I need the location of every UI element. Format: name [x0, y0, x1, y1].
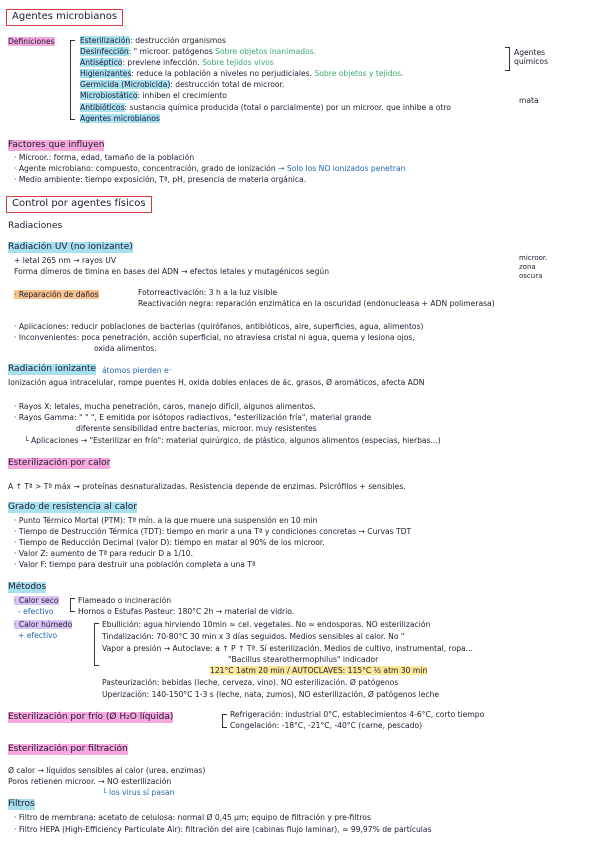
section-title-filtracion: Esterilización por filtración [8, 744, 128, 754]
side-note-agentes-quimicos: Agentes químicos [514, 48, 549, 67]
filtracion-line-1: Ø calor → líquidos sensibles al calor (urea, enzimas) [8, 766, 206, 775]
factores-line-3: · Medio ambiente: tiempo exposición, Tª, pH, presencia de materia orgánica. [14, 175, 307, 184]
frio-refrigeracion: Refrigeración: industrial 0°C, establecimientos 4-6°C, corto tiempo [230, 710, 485, 719]
resistencia-ptm: · Punto Térmico Mortal (PTM): Tª mín. a la que muere una suspensión en 10 min [14, 516, 318, 525]
rayos-x: · Rayos X: letales, mucha penetración, caros, manejo difícil, algunos alimentos. [14, 402, 316, 411]
def-item-antibioticos: Antibióticos: sustancia química producida (total o parcialmente) por un microor. que inhibe a otro [80, 103, 451, 112]
factores-line-2: · Agente microbiano: compuesto, concentración, grado de ionización → Solo los NO ionizados penetran [14, 164, 406, 173]
humedo-uperizacion: Uperización: 140-150°C 1-3 s (leche, nata, zumos), NO esterilización, Ø patógenos leche [102, 690, 440, 699]
ionizante-note: átomos pierden e⁻ [102, 366, 173, 375]
humedo-vapor: Vapor a presión → Autoclave: a ↑ P ↑ Tª. Sí esterilización. Medios de cultivo, instrumental, ropa... [102, 644, 473, 653]
section-title-factores: Factores que influyen [8, 140, 105, 150]
humedo-bacillus: "Bacillus stearothermophilus" indicador [228, 655, 379, 664]
rayos-gamma-1: · Rayos Gamma: " " ", E emitida por isótopos radiactivos, "esterilización fría", material grande [14, 413, 372, 422]
rayos-gamma-2: diferente sensibilidad entre bacterias, microor. muy resistentes [76, 424, 317, 433]
calor-seco-bracket [70, 598, 75, 612]
calor-seco-note: - efectivo [18, 607, 54, 616]
definiciones-bracket [70, 40, 75, 120]
section-title-metodos: Métodos [8, 582, 47, 592]
section-title-control-fisicos: Control por agentes físicos [6, 196, 152, 213]
section-title-agentes: Agentes microbianos [6, 9, 123, 26]
reparacion-foto: Fotorreactivación: 3 h a la luz visible [138, 288, 278, 297]
calor-seco-flameado: Flameado o incineración [78, 596, 172, 605]
def-item-desinfeccion: Desinfección: " microor. patógenos Sobre objetos inanimados. [80, 47, 317, 56]
radiaciones-heading: Radiaciones [8, 221, 63, 231]
calor-humedo-bracket [94, 623, 99, 666]
uv-aplicaciones: · Aplicaciones: reducir poblaciones de bacterias (quirófanos, antibióticos, aire, superficies, agua, alimentos) [14, 322, 424, 331]
resistencia-tdt: · Tiempo de Destrucción Térmica (TDT): tiempo en morir a una Tª y condiciones concretas → Curvas TDT [14, 527, 412, 536]
frio-bracket [222, 714, 227, 728]
uv-note-oscura: microor. zona oscura [519, 254, 548, 280]
uv-inconvenientes-1: · Inconvenientes: poca penetración, acción superficial, no atraviesa cristal ni agua, quema y lesiona ojos, [14, 333, 415, 342]
humedo-ebullicion: Ebullición: agua hirviendo 10min ≈ cel. vegetales. No ≈ endosporas. NO esterilización [102, 620, 431, 629]
calor-humedo-note: + efectivo [18, 631, 58, 640]
def-item-germicida: Germicida (Microbicida): destrucción total de microor. [80, 80, 285, 89]
section-title-filtros: Filtros [8, 799, 35, 809]
uv-title: Radiación UV (no ionizante) [8, 242, 133, 252]
rayos-gamma-aplicaciones: └ Aplicaciones → "Esterilizar en frío": material quirúrgico, de plástico, algunos alimentos (especias, hierbas...) [24, 436, 441, 445]
def-item-microbiostatico: Microbiostático: inhiben el crecimiento [80, 91, 227, 100]
resistencia-valor-f: · Valor F: tiempo para destruir una población completa a una Tª [14, 560, 256, 569]
definiciones-label: Definiciones [8, 37, 55, 46]
def-item-antiseptico: Antiséptico: previene infección. Sobre tejidos vivos [80, 58, 274, 67]
humedo-tindalizacion: Tindalización: 70-80°C 30 min x 3 días seguidos. Medios sensibles al calor. No " [102, 632, 405, 641]
def-item-agentes: Agentes microbianos [80, 114, 160, 123]
def-item-higienizantes: Higienizantes: reduce la población a niveles no perjudiciales. Sobre objetos y tejidos. [80, 69, 404, 78]
ionizante-line-1: Ionización agua intracelular, rompe puentes H, oxida dobles enlaces de ác. grasos, Ø aromáticos, afecta ADN [8, 378, 425, 387]
agentes-quimicos-bracket [505, 47, 510, 71]
uv-line-1: + letal 265 nm → rayos UV [14, 256, 117, 265]
section-title-calor: Esterilización por calor [8, 458, 111, 468]
calor-seco-hornos: Hornos o Estufas Pasteur: 180°C 2h → material de vidrio. [78, 607, 295, 616]
frio-congelacion: Congelación: -18°C, -21°C, -40°C (carne, pescado) [230, 721, 423, 730]
resistencia-valor-z: · Valor Z: aumento de Tª para reducir D a 1/10. [14, 549, 194, 558]
reparacion-label: · Reparación de daños [14, 290, 99, 299]
filtracion-line-3: └ los virus sí pasan [102, 788, 175, 797]
reparacion-negra: Reactivación negra: reparación enzimática en la oscuridad (endonucleasa + ADN polimerasa) [138, 299, 495, 308]
filtros-hepa: · Filtro HEPA (High-Efficiency Particulate Air): filtración del aire (cabinas flujo laminar), ≈ 99,97% de partículas [14, 825, 432, 834]
def-item-esterilizacion: Esterilización: destrucción organismos [80, 36, 226, 45]
section-title-resistencia: Grado de resistencia al calor [8, 502, 137, 512]
humedo-pasteurizacion: Pasteurización: bebidas (leche, cerveza, vino). NO esterilización. Ø patógenos [102, 678, 399, 687]
side-note-mata: mata [519, 96, 539, 105]
factores-line-1: · Microor.: forma, edad, tamaño de la población [14, 153, 195, 162]
uv-line-2: Forma dímeros de timina en bases del ADN → efectos letales y mutagénicos según [14, 267, 330, 276]
ionizante-title: Radiación ionizante [8, 364, 97, 374]
calor-seco-label: · Calor seco [14, 596, 59, 605]
section-title-frio: Esterilización por frío (Ø H₂O líquida) [8, 712, 174, 722]
resistencia-valor-d: · Tiempo de Reducción Decimal (valor D): tiempo en matar al 90% de los microor. [14, 538, 325, 547]
uv-inconvenientes-2: oxida alimentos. [94, 344, 157, 353]
calor-humedo-label: · Calor húmedo [14, 620, 73, 629]
humedo-autoclave-cond: 121°C 1atm 20 min / AUTOCLAVES: 115°C ½ atm 30 min [210, 666, 428, 675]
calor-line-1: A ↑ Tª > Tª máx → proteínas desnaturalizadas. Resistencia depende de enzimas. Psicrófilos + sensibles. [8, 482, 406, 491]
filtros-membrana: · Filtro de membrana: acetato de celulosa: normal Ø 0,45 μm; equipo de filtración y pre-filtros [14, 813, 371, 822]
filtracion-line-2: Poros retienen microor. → NO esterilización [8, 777, 172, 786]
